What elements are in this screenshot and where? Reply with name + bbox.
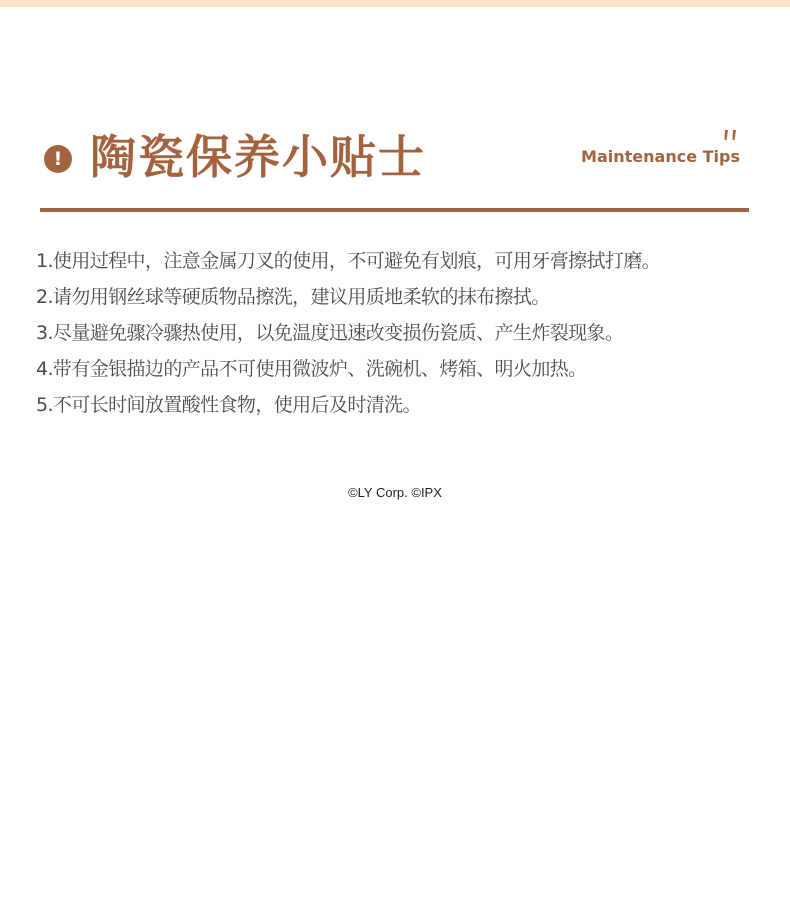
- tips-list: [36, 243, 776, 423]
- copyright-notice: ©LY Corp. ©IPX: [348, 485, 442, 500]
- tip-item: 4.带有金银描边的产品不可使用微波炉、洗碗机、烤箱、明火加热。: [36, 358, 587, 380]
- tip-item: 2.请勿用钢丝球等硬质物品擦洗，建议用质地柔软的抹布擦拭。: [36, 286, 550, 308]
- tip-item: 5.不可长时间放置酸性食物，使用后及时清洗。: [36, 394, 421, 416]
- page-subtitle: Maintenance Tips: [581, 147, 740, 166]
- quote-mark-icon: [722, 128, 740, 144]
- header-divider: [40, 208, 749, 212]
- tip-item: 3.尽量避免骤冷骤热使用，以免温度迅速改变损伤瓷质、产生炸裂现象。: [36, 322, 624, 344]
- tip-item: 1.使用过程中，注意金属刀叉的使用，不可避免有划痕，可用牙膏擦拭打磨。: [36, 250, 661, 272]
- exclamation-icon: !: [44, 145, 72, 173]
- page-title: 陶瓷保养小贴士: [90, 130, 426, 184]
- top-accent-strip: [0, 0, 790, 7]
- section-header: [44, 126, 750, 190]
